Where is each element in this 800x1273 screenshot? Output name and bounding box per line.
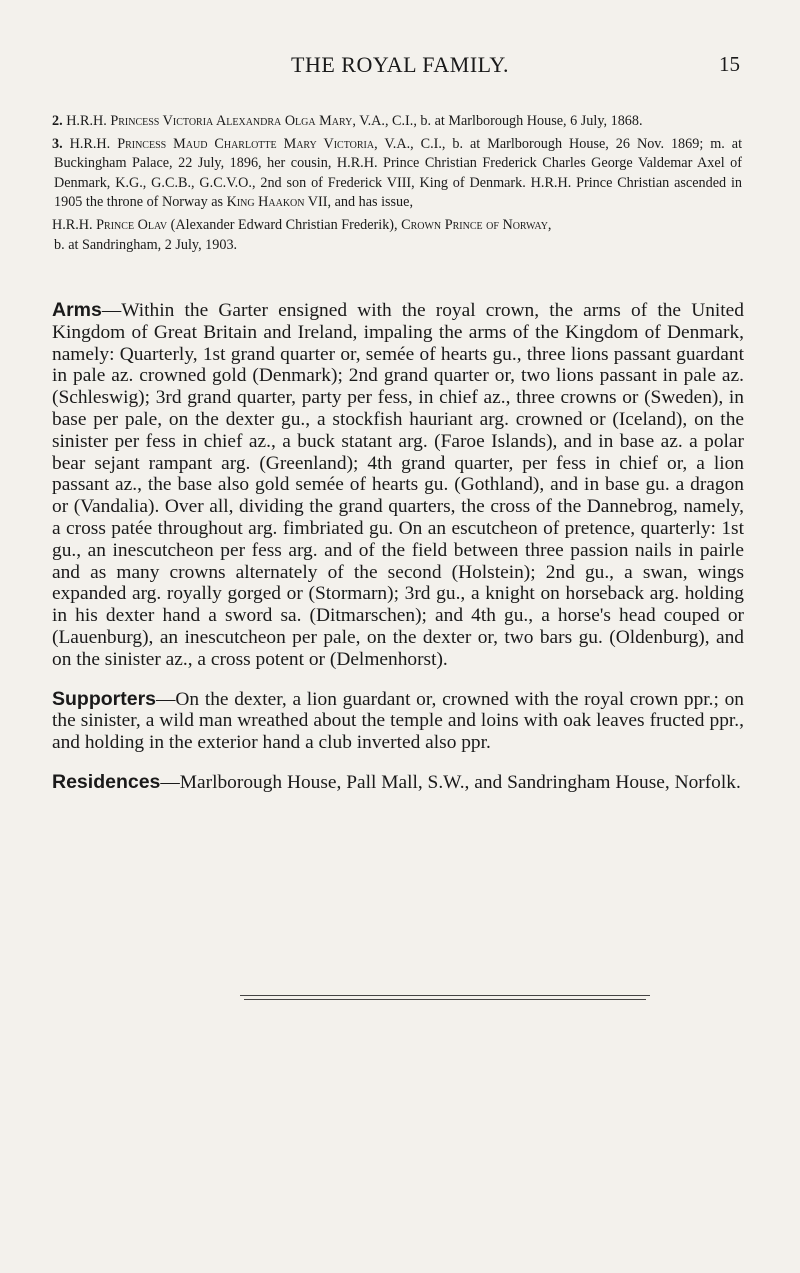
- supporters-heading: Supporters: [52, 687, 157, 710]
- closing-rule: [240, 995, 650, 996]
- arms-dash: —: [101, 300, 122, 321]
- entry-number: 2.: [52, 113, 63, 129]
- entry-name: Princess Maud Charlotte Mary Victoria,: [117, 135, 378, 152]
- arms-text: Within the Garter ensigned with the royal crown, the arms of the United Kingdom of Great Britain and Ireland, impaling the arms of the Kingdom of Denmark, namely: Quarterly, 1st grand quarter or, semée of hearts gu., three lions passant guardant in pale az. crowned gold (Denmark); 2nd grand quarter or, two lions passant in pale az. (Schleswig); 3rd grand quarter, party per fess, in chief az., three crowns or (Sweden), in base per pale, on the dexter gu., a stockfish hauriant arg. crowned or (Iceland), on the sinister per fess in chief az., a buck statant arg. (Faroe Islands), and in base az. a polar bear sejant rampant arg. (Greenland); 4th grand quarter, per fess in chief or, a lion passant az., the base also gold semée of hearts gu. (Gothland), and in base gu. a dragon or (Vandalia). Over all, dividing the grand quarters, the cross of the Dannebrog, namely, a cross patée throughout arg. fimbriated gu. On an escutcheon of pretence, quarterly: 1st gu., an inescutcheon per fess arg. and of the field between three passion nails in pairle and as many crowns alternately of the second (Holstein); 2nd gu., a swan, wings expanded arg. royally gorged or (Stormarn); 3rd gu., a knight on horseback arg. holding in his dexter hand a sword sa. (Ditmarschen); and 4th gu., a horse's head couped or (Lauenburg), an inescutcheon per pale, on the dexter or, two bars gu. (Oldenburg), and on the sinister az., a cross potent or (Delmenhorst).: [52, 300, 744, 670]
- page-number: 15: [719, 52, 740, 76]
- entry-prince-olav: [52, 216, 742, 255]
- entry-title: H.R.H.: [66, 113, 107, 129]
- entry-text-end: b. at Sandringham, 2 July, 1903.: [54, 236, 238, 253]
- supporters-paragraph: [52, 689, 744, 754]
- entry-princess-maud: [52, 135, 742, 213]
- entry-text: V.A., C.I., b. at Marlborough House, 6 July, 1868.: [359, 113, 643, 129]
- entry-name: Princess Victoria Alexandra Olga Mary,: [110, 113, 356, 129]
- entry-name: Prince Olav: [96, 216, 168, 233]
- residences-dash: —: [160, 771, 180, 793]
- entry-king-title: King Haakon: [226, 194, 305, 211]
- entry-princess-victoria: [52, 112, 742, 132]
- closing-rule-inner: [244, 999, 646, 1000]
- entry-number: 3.: [52, 135, 63, 152]
- residences-heading: Residences: [52, 770, 161, 793]
- entry-text-end: VII, and has issue,: [307, 194, 413, 211]
- running-title: THE ROYAL FAMILY.: [291, 52, 509, 77]
- arms-heading: Arms: [52, 299, 102, 321]
- supporters-text: On the dexter, a lion guardant or, crowned with the royal crown ppr.; on the sinister, a wild man wreathed about the temple and loins with oak leaves fructed ppr., and holding in the exterior hand a club inverted also ppr.: [52, 688, 744, 754]
- residences-text: Marlborough House, Pall Mall, S.W., and Sandringham House, Norfolk.: [179, 771, 741, 793]
- arms-paragraph: [52, 300, 744, 671]
- residences-paragraph: [52, 772, 744, 794]
- entry-text: (Alexander Edward Christian Frederik),: [170, 216, 398, 233]
- family-entries: [52, 112, 742, 258]
- page-header: [60, 52, 740, 82]
- entry-text: V.A., C.I., b. at Marlborough House, 26 Nov. 1869; m. at Buckingham Palace, 22 July, 1896, her cousin, H.R.H. Prince Christian Frederick Charles George Valdemar Axel of Denmark, K.G., G.C.B., G.C.V.O., 2nd son of Frederick VIII, King of Denmark. H.R.H. Prince Christian ascended in 1905 the throne of Norway as: [54, 135, 743, 211]
- entry-crown-title: Crown Prince of Norway,: [401, 216, 552, 233]
- entry-title: H.R.H.: [69, 135, 111, 152]
- heraldry-section: [52, 300, 744, 812]
- supporters-dash: —: [156, 688, 176, 710]
- entry-title: H.R.H.: [52, 216, 93, 233]
